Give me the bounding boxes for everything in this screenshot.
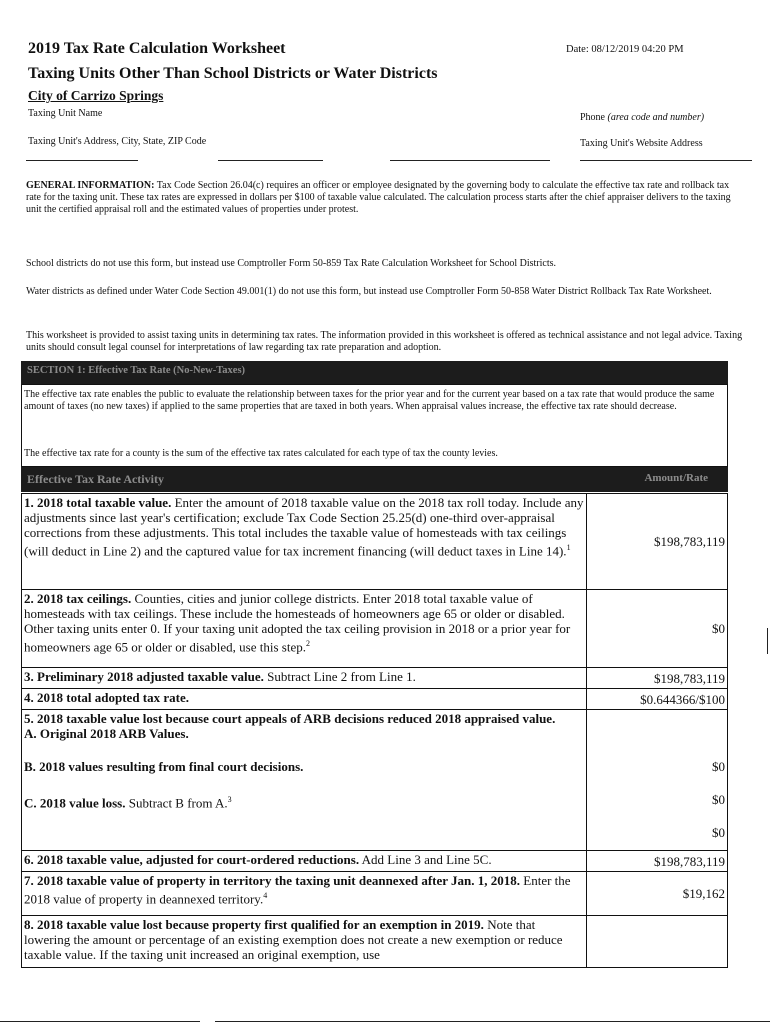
- section-description: The effective tax rate enables the public to evaluate the relationship between taxes for the prior year and for the current year based on a tax rate that would produce the same amount of taxes (no new taxes) if applied to the same properties that are taxed in both years. When appraisal values increase, the effective tax rate should decrease.: [24, 389, 715, 412]
- website-label: Taxing Unit's Website Address: [580, 138, 703, 149]
- line-4-description: 4. 2018 total adopted tax rate.: [22, 689, 587, 710]
- taxing-unit-name: City of Carrizo Springs: [28, 88, 164, 103]
- table-row: [22, 590, 728, 668]
- column-amount: Amount/Rate: [644, 472, 708, 484]
- general-school-note: School districts do not use this form, but instead use Comptroller Form 50-859 Tax Rate Calculation Worksheet for School Districts.: [26, 258, 557, 269]
- line-1-description: 1. 2018 total taxable value. Enter the amount of 2018 taxable value on the 2018 tax roll today. Include any adjustments since last year's certification; exclude Tax Code Section 25.25(d) one-third over-appraisal corrections from these adjustments. This total includes the taxable value of homesteads with tax ceilings (will deduct in Line 2) and the captured value for tax increment financing (will deduct taxes in Line 14).$^1$: [22, 494, 587, 590]
- worksheet-table: [21, 493, 728, 968]
- line-2-description: 2. 2018 tax ceilings. Counties, cities and junior college districts. Enter 2018 total taxable value of homesteads with tax ceilings. These include the homesteads of homeowners age 65 or older or disabled. Other taxing units enter 0. If your taxing unit adopted the tax ceiling provision in 2018 or a prior year for homeowners age 65 or older or disabled, use this step.$^2$: [22, 590, 587, 668]
- table-row: [22, 710, 728, 851]
- scan-mark: [215, 1021, 770, 1022]
- section-bar: SECTION 1: Effective Tax Rate (No-New-Taxes): [21, 361, 728, 384]
- general-water-note: Water districts as defined under Water Code Section 49.001(1) do not use this form, but instead use Comptroller Form 50-858 Water District Rollback Tax Rate Worksheet.: [26, 286, 712, 297]
- line-6-description: 6. 2018 taxable value, adjusted for court-ordered reductions. Add Line 3 and Line 5C.: [22, 851, 587, 872]
- section-county-note: The effective tax rate for a county is the sum of the effective tax rates calculated for each type of tax the county levies.: [24, 448, 498, 459]
- general-information: GENERAL INFORMATION: Tax Code Section 26.04(c) requires an officer or employee designated by the governing body to calculate the effective tax rate and rollback tax rate for the taxing unit. These tax rates are expressed in dollars per $100 of taxable value calculated. The calculation process starts after the chief appraiser delivers to the taxing unit the certified appraisal roll and the estimated values of properties under protest.: [26, 180, 731, 215]
- scan-mark: [767, 628, 768, 654]
- table-row: [22, 916, 728, 968]
- line-3-description: 3. Preliminary 2018 adjusted taxable value. Subtract Line 2 from Line 1.: [22, 668, 587, 689]
- line-4-amount: $0.644366/$100: [587, 689, 728, 710]
- address-label: Taxing Unit's Address, City, State, ZIP Code: [28, 136, 207, 147]
- section-description-box: [21, 384, 728, 467]
- divider: [218, 160, 323, 161]
- line-8-description: 8. 2018 taxable value lost because property first qualified for an exemption in 2019. Note that lowering the amount or percentage of an existing exemption does not create a new exemption or reduce taxable value. If the taxing unit increased an original exemption, use: [22, 916, 587, 968]
- column-activity: Effective Tax Rate Activity: [27, 472, 164, 486]
- date-stamp: Date: 08/12/2019 04:20 PM: [566, 44, 684, 55]
- divider: [390, 160, 550, 161]
- table-row: [22, 872, 728, 916]
- line-7-description: 7. 2018 taxable value of property in territory the taxing unit deannexed after Jan. 1, 2018. Enter the 2018 value of property in deannexed territory.$^4$: [22, 872, 587, 916]
- line-2-amount: $0: [587, 590, 728, 668]
- divider: [580, 160, 752, 161]
- taxing-unit-name-label: Taxing Unit Name: [28, 108, 103, 119]
- table-row: [22, 851, 728, 872]
- worksheet-subtitle: Taxing Units Other Than School Districts or Water Districts: [28, 65, 438, 82]
- table-row: [22, 494, 728, 590]
- line-7-amount: $19,162: [587, 872, 728, 916]
- phone-label: Phone (area code and number): [580, 112, 705, 123]
- line-5a-amount: $0: [712, 759, 725, 774]
- table-row: [22, 668, 728, 689]
- line-6-amount: $198,783,119: [587, 851, 728, 872]
- worksheet-title: 2019 Tax Rate Calculation Worksheet: [28, 40, 286, 57]
- line-5c-amount: $0: [712, 825, 725, 840]
- divider: [26, 160, 138, 161]
- line-5b-amount: $0: [712, 792, 725, 807]
- line-8-amount: [587, 916, 728, 968]
- line-5-description: 5. 2018 taxable value lost because court appeals of ARB decisions reduced 2018 appraised value. A. Original 2018 ARB Values. B. 2018 values resulting from final court decisions. C. 2018 value loss. Subtract B from A.$^3$: [22, 710, 587, 851]
- table-row: [22, 689, 728, 710]
- line-5-amounts: [587, 710, 728, 851]
- line-3-amount: $198,783,119: [587, 668, 728, 689]
- table-header: [21, 467, 728, 492]
- line-1-amount: $198,783,119: [587, 494, 728, 590]
- scan-mark: [0, 1021, 200, 1022]
- general-disclaimer: This worksheet is provided to assist taxing units in determining tax rates. The information provided in this worksheet is offered as technical assistance and not legal advice. Taxing units should consult legal counsel for interpretations of law regarding tax rate preparation and adoption.: [26, 330, 743, 353]
